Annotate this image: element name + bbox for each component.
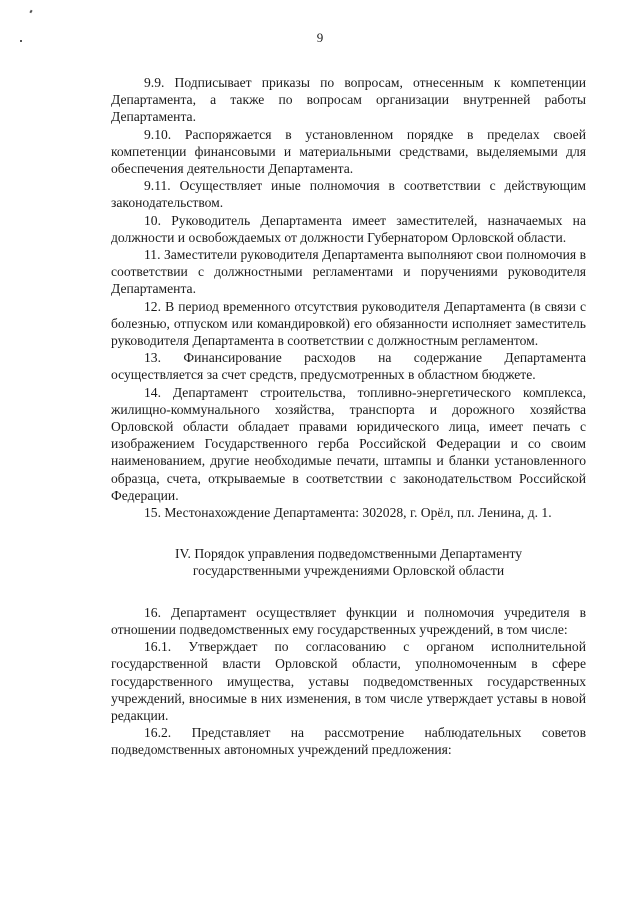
paragraph-14: 14. Департамент строительства, топливно-энергетического комплекса, жилищно-коммунального хозяйства, транспорта и дорожного хозяйства Орловской области обладает правами юридического лица, имеет печать с изображением Государственного герба Российской Федерации и со своим наименованием, другие необходимые печати, штампы и бланки установленного образца, счета, открываемые в соответствии с законодательством Российской Федерации. [111, 384, 586, 503]
paragraph-16: 16. Департамент осуществляет функции и полномочия учредителя в отношении подведомственных ему государственных учреждений, в том числе: [111, 604, 586, 637]
paragraph-9-10: 9.10. Распоряжается в установленном порядке в пределах своей компетенции финансовыми и материальными средствами, выделяемыми для обеспечения деятельности Департамента. [111, 126, 586, 177]
paragraph-16-1: 16.1. Утверждает по согласованию с органом исполнительной государственной власти Орловской области, уполномоченным в сфере государственного имущества, уставы подведомственных государственных учреждений, вносимые в них изменения, в том числе утверждает уставы в новой редакции. [111, 639, 586, 723]
paragraph-9-9: 9.9. Подписывает приказы по вопросам, отнесенным к компетенции Департамента, а также по вопросам организации внутренней работы Департамента. [111, 75, 586, 125]
paragraph-9-11: 9.11. Осуществляет иные полномочия в соответствии с действующим законодательством. [111, 178, 586, 211]
paragraph-12: 12. В период временного отсутствия руководителя Департамента (в связи с болезнью, отпуском или командировкой) его обязанности исполняет заместитель руководителя Департамента в соответствии с должностным регламентом. [111, 298, 586, 349]
paragraph-10: 10. Руководитель Департамента имеет заместителей, назначаемых на должности и освобождаемых от должности Губернатором Орловской области. [111, 212, 586, 245]
section-heading-line: IV. Порядок управления подведомственными Департаменту [174, 546, 523, 562]
page-number: 9 [316, 30, 324, 45]
scan-mark [29, 10, 32, 14]
paragraph-11: 11. Заместители руководителя Департамента выполняют свои полномочия в соответствии с должностными регламентами и поручениями руководителя Департамента. [111, 247, 586, 297]
paragraph-15: 15. Местонахождение Департамента: 302028, г. Орёл, пл. Ленина, д. 1. [144, 505, 552, 521]
section-heading [111, 545, 586, 579]
paragraph-13: 13. Финансирование расходов на содержание Департамента осуществляется за счет средств, предусмотренных в областном бюджете. [111, 350, 586, 383]
paragraph-16-2: 16.2. Представляет на рассмотрение наблюдательных советов подведомственных автономных учреждений предложения: [111, 725, 586, 758]
section-heading-line: государственными учреждениями Орловской области [192, 563, 505, 579]
document-body [111, 74, 586, 759]
